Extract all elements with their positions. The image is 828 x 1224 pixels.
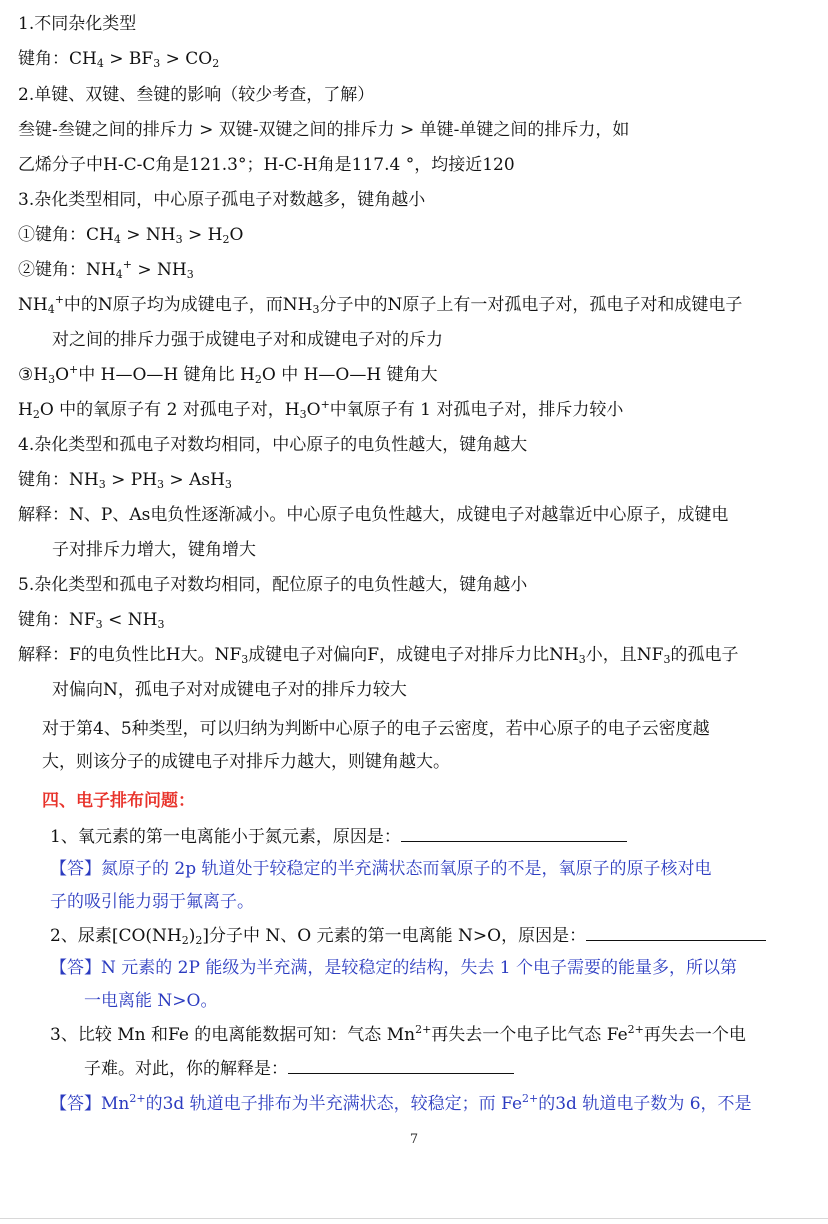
section-5-explanation-line-1: 解释：F的电负性比H大。$NF_3$成键电子对偏向F，成键电子对排斥力比$NH_3$小，且$NF_3$的孤电子: [18, 645, 739, 666]
section-3-explanation-2-line-1: $NH_4^+$中的N原子均为成键电子，而$NH_3$分子中的N原子上有一对孤电子对，孤电子对和成键电子: [18, 293, 743, 316]
section-2-text-line-2: 乙烯分子中H-C-C角是121.3°；H-C-H角是117.4 °，均接近120: [18, 155, 515, 175]
question-2-answer-blank: [586, 924, 766, 941]
section-2-title: 2.单键、双键、叁键的影响（较少考查，了解）: [18, 85, 375, 105]
section-3-title: 3.杂化类型相同，中心原子孤电子对数越多，键角越小: [18, 190, 426, 210]
summary-line-1: 对于第4、5种类型，可以归纳为判断中心原子的电子云密度，若中心原子的电子云密度越: [42, 719, 710, 739]
question-2: 2、尿素$[CO(NH_2)_2]$分子中 N、O 元素的第一电离能 N>O，原因是：: [50, 924, 766, 947]
section-2-text-line-1: 叁键-叁键之间的排斥力 > 双键-双键之间的排斥力 > 单键-单键之间的排斥力，如: [18, 120, 630, 140]
answer-1-line-2: 子的吸引能力弱于氟离子。: [50, 892, 254, 912]
section-3-item-3: $③H_3O^+$中 H—O—H 键角比 $H_2O$ 中 H—O—H 键角大: [18, 363, 438, 386]
section-4-title: 4.杂化类型和孤电子对数均相同，中心原子的电负性越大，键角越大: [18, 435, 528, 455]
question-1-answer-blank: [401, 825, 627, 842]
answer-2-line-2: 一电离能 N>O。: [84, 991, 218, 1011]
page-number: 7: [409, 1132, 419, 1147]
section-3-explanation-2-line-2: 对之间的排斥力强于成键电子对和成键电子对的斥力: [52, 330, 443, 350]
section-5-title: 5.杂化类型和孤电子对数均相同，配位原子的电负性越大，键角越小: [18, 575, 528, 595]
section-1-title: 1.不同杂化类型: [18, 14, 137, 34]
section-5-bond-angle: 键角：$NF_3 < NH_3$: [18, 610, 165, 631]
section-3-item-2: ②键角：$NH_4^+ > NH_3$: [18, 258, 194, 281]
section-4-explanation-line-1: 解释：N、P、As电负性逐渐减小。中心原子电负性越大，成键电子对越靠近中心原子，成键电: [18, 505, 729, 525]
question-3-answer-blank: [288, 1057, 514, 1074]
section-3-item-1: ①键角：$CH_4 > NH_3 > H_2O$: [18, 225, 244, 246]
section-3-explanation-3: $H_2O$ 中的氧原子有 2 对孤电子对，$H_3O^+$中氧原子有 1 对孤电子对，排斥力较小: [18, 398, 624, 421]
answer-2-line-1: 【答】N 元素的 2P 能级为半充满，是较稳定的结构，失去 1 个电子需要的能量多，所以第: [50, 958, 737, 978]
section-1-bond-angle: 键角：$CH_4 > BF_3 > CO_2$: [18, 49, 220, 70]
section-4-bond-angle: 键角：$NH_3 > PH_3 > AsH_3$: [18, 470, 232, 491]
answer-1-line-1: 【答】氮原子的 2p 轨道处于较稳定的半充满状态而氧原子的不是，氧原子的原子核对电: [50, 859, 712, 879]
question-3-line-2: 子难。对此，你的解释是：: [84, 1057, 514, 1080]
section-four-heading: 四、电子排布问题：: [42, 791, 195, 811]
section-5-explanation-line-2: 对偏向N，孤电子对对成键电子对的排斥力较大: [52, 680, 407, 700]
answer-3-line-1: 【答】$Mn^{2+}$的3d 轨道电子排布为半充满状态，较稳定；而 $Fe^{2+}$的3d 轨道电子数为 6，不是: [50, 1092, 752, 1114]
summary-line-2: 大，则该分子的成键电子对排斥力越大，则键角越大。: [42, 752, 450, 772]
question-1: 1、氧元素的第一电离能小于氮元素，原因是：: [50, 825, 627, 848]
page-bottom-divider: [0, 1218, 828, 1219]
section-4-explanation-line-2: 子对排斥力增大，键角增大: [52, 540, 256, 560]
question-3-line-1: 3、比较 Mn 和Fe 的电离能数据可知：气态 $Mn^{2+}$再失去一个电子比气态 $Fe^{2+}$再失去一个电: [50, 1023, 746, 1045]
